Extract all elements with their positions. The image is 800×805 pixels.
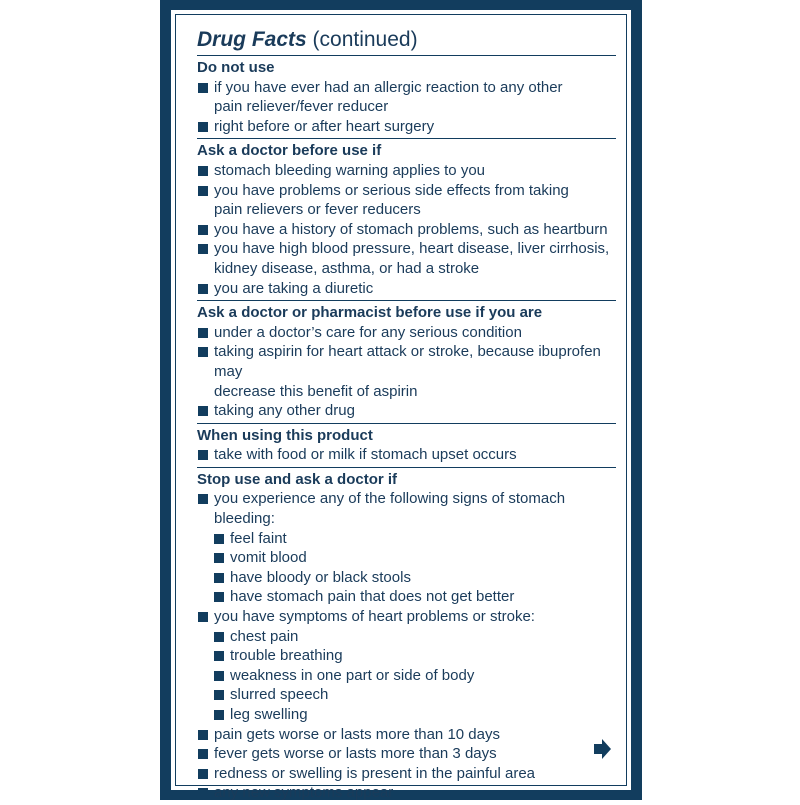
square-bullet-icon xyxy=(198,225,208,235)
list-item xyxy=(197,764,616,784)
square-bullet-icon xyxy=(198,612,208,622)
list-item xyxy=(197,239,616,278)
list-item xyxy=(197,220,616,240)
item-text-line: leg swelling xyxy=(230,706,308,723)
item-text-line: fever gets worse or lasts more than 3 days xyxy=(214,745,497,763)
item-text-line: you have high blood pressure, heart disease, liver cirrhosis, xyxy=(214,240,610,258)
list-item xyxy=(197,401,616,421)
square-bullet-icon xyxy=(198,166,208,176)
list-item xyxy=(197,78,616,117)
item-text-line: you have symptoms of heart problems or stroke: xyxy=(214,608,535,626)
square-bullet-icon xyxy=(214,671,224,681)
square-bullet-icon xyxy=(214,534,224,544)
square-bullet-icon xyxy=(214,573,224,583)
section xyxy=(197,56,616,139)
sub-list-item xyxy=(197,627,616,647)
item-text-line: pain gets worse or lasts more than 10 days xyxy=(214,725,500,743)
item-text-line: weakness in one part or side of body xyxy=(230,666,475,684)
item-text-line: kidney disease, asthma, or had a stroke xyxy=(214,259,480,277)
square-bullet-icon xyxy=(198,186,208,196)
square-bullet-icon xyxy=(214,690,224,700)
drug-facts-content xyxy=(197,27,616,805)
list-item xyxy=(197,279,616,299)
sub-list-item xyxy=(197,646,616,666)
sub-list-item xyxy=(197,548,616,568)
list-item xyxy=(197,161,616,181)
square-bullet-icon xyxy=(198,328,208,338)
item-text-line: pain relievers or fever reducers xyxy=(214,201,421,219)
page-title xyxy=(197,27,616,56)
square-bullet-icon xyxy=(198,769,208,779)
item-text-line: have bloody or black stools xyxy=(230,568,411,586)
item-text-line: taking any other drug xyxy=(214,402,355,420)
item-text-line: have stomach pain that does not get better xyxy=(230,588,515,606)
list-item xyxy=(197,445,616,465)
sub-list-item xyxy=(197,587,616,607)
square-bullet-icon xyxy=(214,592,224,602)
section-heading: Do not use xyxy=(197,59,275,76)
list-item xyxy=(197,489,616,528)
sub-list-item xyxy=(197,568,616,588)
list-item xyxy=(197,607,616,627)
section-heading: Ask a doctor before use if xyxy=(197,142,382,160)
square-bullet-icon xyxy=(198,494,208,504)
item-text-line: if you have ever had an allergic reaction to any other xyxy=(214,78,563,96)
item-text-line: right before or after heart surgery xyxy=(214,117,435,135)
sub-list-item xyxy=(197,685,616,705)
section-heading: Stop use and ask a doctor if xyxy=(197,470,398,488)
list-item xyxy=(197,342,616,401)
square-bullet-icon xyxy=(198,83,208,93)
item-text-line: you have a history of stomach problems, such as heartburn xyxy=(214,220,608,238)
square-bullet-icon xyxy=(198,450,208,460)
square-bullet-icon xyxy=(198,730,208,740)
sub-list-item xyxy=(197,529,616,549)
square-bullet-icon xyxy=(214,710,224,720)
item-text-line: any new symptoms appear xyxy=(214,784,394,802)
item-text-line: pain reliever/fever reducer xyxy=(214,98,389,116)
section xyxy=(197,139,616,301)
panel-inner-border xyxy=(175,14,627,802)
square-bullet-icon xyxy=(214,651,224,661)
square-bullet-icon xyxy=(214,632,224,642)
title-main: Drug Facts xyxy=(197,28,307,51)
square-bullet-icon xyxy=(198,244,208,254)
sub-list-item xyxy=(197,705,616,725)
panel-frame xyxy=(171,10,631,802)
square-bullet-icon xyxy=(198,284,208,294)
list-item xyxy=(197,725,616,745)
item-text-line: decrease this benefit of aspirin xyxy=(214,382,418,400)
list-item xyxy=(197,744,616,764)
item-text-line: you experience any of the following signs of stomach bleeding: xyxy=(214,490,566,528)
item-text-line: redness or swelling is present in the painful area xyxy=(214,764,536,782)
title-suffix: (continued) xyxy=(312,28,418,51)
sections-container xyxy=(197,56,616,805)
item-text-line: chest pain xyxy=(230,627,299,645)
section-heading: Ask a doctor or pharmacist before use if you are xyxy=(197,304,543,322)
section xyxy=(197,468,616,805)
item-text-line: you have problems or serious side effects from taking xyxy=(214,181,569,199)
item-text-line: take with food or milk if stomach upset occurs xyxy=(214,446,517,464)
square-bullet-icon xyxy=(198,788,208,798)
item-text-line: taking aspirin for heart attack or stroke, because ibuprofen may xyxy=(214,343,601,380)
section xyxy=(197,301,616,424)
list-item xyxy=(197,783,616,803)
section xyxy=(197,424,616,468)
square-bullet-icon xyxy=(198,749,208,759)
continue-arrow-icon xyxy=(602,739,611,759)
square-bullet-icon xyxy=(198,347,208,357)
list-item xyxy=(197,117,616,137)
item-text-line: feel faint xyxy=(230,529,287,547)
square-bullet-icon xyxy=(198,406,208,416)
drug-facts-panel xyxy=(160,0,642,800)
item-text-line: slurred speech xyxy=(230,686,329,704)
sub-list-item xyxy=(197,666,616,686)
item-text-line: vomit blood xyxy=(230,549,307,567)
list-item xyxy=(197,181,616,220)
section-heading: When using this product xyxy=(197,426,373,444)
item-text-line: under a doctor’s care for any serious condition xyxy=(214,323,522,341)
list-item xyxy=(197,323,616,343)
item-text-line: trouble breathing xyxy=(230,647,343,665)
square-bullet-icon xyxy=(214,553,224,563)
item-text-line: stomach bleeding warning applies to you xyxy=(214,161,486,179)
square-bullet-icon xyxy=(198,122,208,132)
item-text-line: you are taking a diuretic xyxy=(214,279,374,297)
